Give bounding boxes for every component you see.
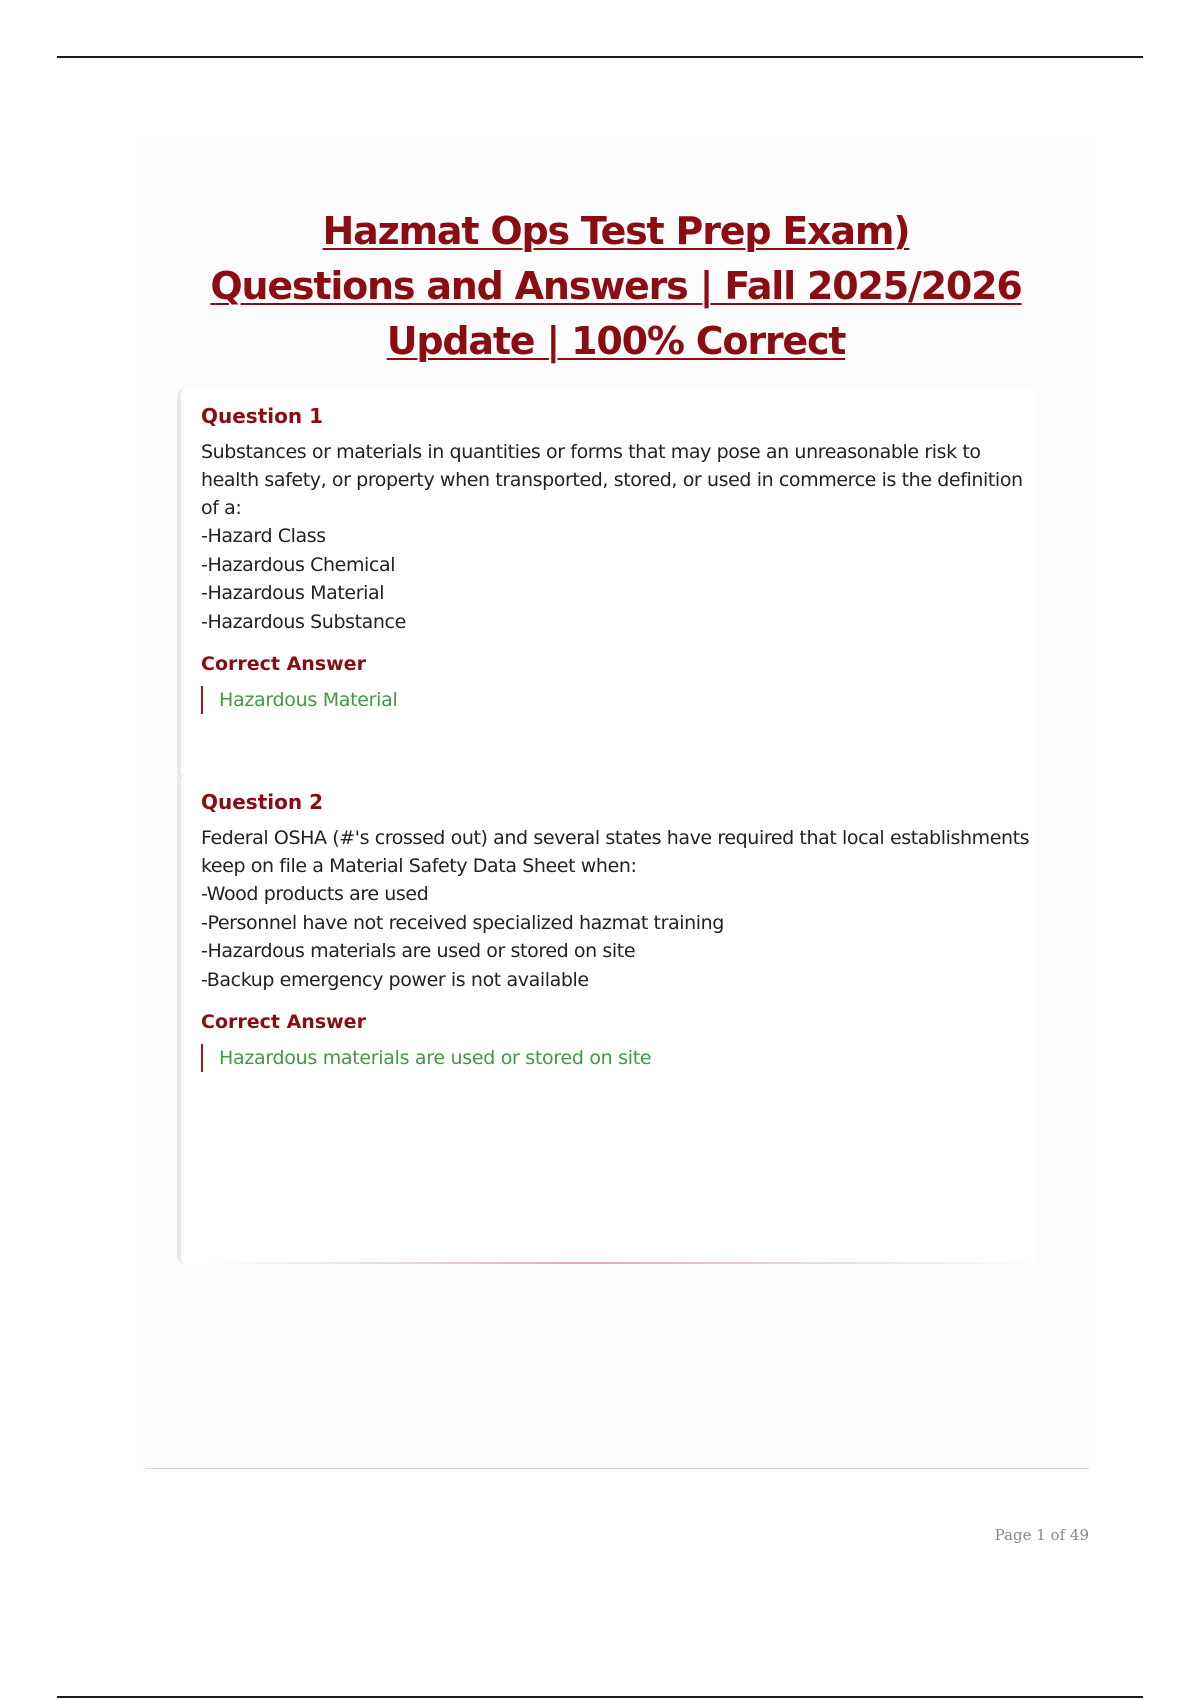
option: -Hazardous materials are used or stored on site: [201, 940, 636, 962]
option: -Personnel have not received specialized hazmat training: [201, 911, 724, 934]
correct-answer: Hazardous materials are used or stored on site: [201, 1044, 1037, 1072]
title-line-1: Hazmat Ops Test Prep Exam): [322, 209, 910, 253]
document-page: [143, 142, 1089, 1472]
footer-rule: [146, 1468, 1089, 1469]
option: -Wood products are used: [201, 883, 429, 905]
correct-answer-label: Correct Answer: [201, 1011, 366, 1033]
title-line-3: Update | 100% Correct: [386, 319, 846, 363]
correct-answer: Hazardous Material: [201, 686, 1037, 714]
title-line-2: Questions and Answers | Fall 2025/2026: [210, 264, 1022, 308]
option: -Hazardous Chemical: [201, 553, 396, 576]
option: -Hazardous Substance: [201, 610, 406, 633]
option: -Hazardous Material: [201, 582, 385, 604]
question-text: Substances or materials in quantities or forms that may pose an unreasonable risk to health safety, or property when transported, stored, or used in commerce is the definition of a:: [201, 441, 1023, 519]
question-label: Question 1: [201, 404, 323, 428]
option: -Backup emergency power is not available: [201, 968, 589, 991]
question-label: Question 2: [201, 790, 323, 814]
document-title: [143, 204, 1089, 369]
option: -Hazard Class: [201, 525, 326, 547]
page-number: Page 1 of 49: [994, 1526, 1089, 1544]
top-rule: [57, 56, 1143, 58]
bottom-rule: [57, 1696, 1143, 1698]
correct-answer-label: Correct Answer: [201, 653, 366, 675]
question-text: Federal OSHA (#'s crossed out) and several states have required that local establishments keep on file a Material Safety Data Sheet when:: [201, 827, 1030, 877]
question-card-2: [177, 774, 1037, 1264]
